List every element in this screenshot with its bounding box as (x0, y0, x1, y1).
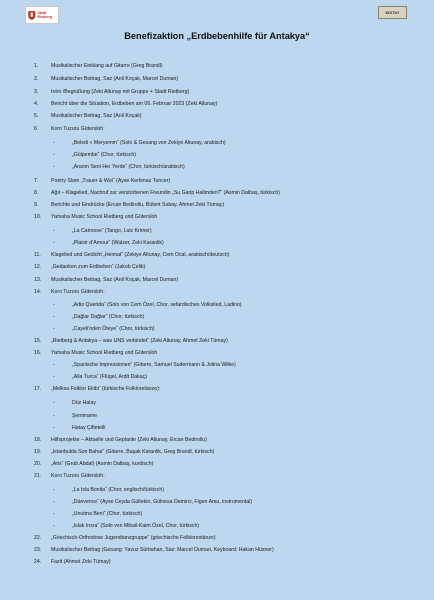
item-number: 2. (34, 76, 39, 82)
item-text: „Griechisch-Orthodoxe Jugendtanzgruppe“ (griechische Folklorestänze) (51, 535, 216, 541)
item-number: - (53, 487, 55, 493)
item-number: 6. (34, 126, 39, 132)
item-text: „Spanische Impressionen“ (Gitarre, Samuel Sudermann & Jolina Wilke) (72, 362, 236, 368)
item-number: - (53, 302, 55, 308)
item-text: Düz Halay (72, 400, 96, 406)
item-number: 7. (34, 178, 39, 184)
item-number: - (53, 314, 55, 320)
item-number: - (53, 152, 55, 158)
item-number: 4. (34, 101, 39, 107)
item-text: Hilfsprojekte – Aktuelle und Geplante (Zeki Altunay, Ercan Bedirollu) (51, 437, 207, 443)
item-number: 22. (34, 535, 42, 541)
item-text: „Islak Insra“ (Solo von Mikail-Kaim Özel, Chor, türkisch) (72, 523, 200, 529)
item-text: „Dağlar Dağlar“ (Chor, türkisch) (72, 314, 145, 320)
item-text: „Düevence“ (Ayse Ceyda Gültekin, Gülnesa Demirci, Figen Arsu, instrumental) (72, 499, 253, 505)
item-number: - (53, 413, 55, 419)
item-text: Klagelied und Gedicht „Heimat“ (Zekiye Altunay, Cem Ocal, arabisch/deutsch) (51, 252, 230, 258)
page-title: Benefizaktion „Erdbebenhilfe für Antakya“ (124, 31, 310, 41)
item-number: - (53, 362, 55, 368)
item-text: Musikalischer Einklang auf Gitarre (Greg Brandl) (51, 63, 163, 69)
item-number: - (53, 523, 55, 529)
item-text: „Aris“ (Grub Abdal) (Asmin Dalbaş, kurdisch) (51, 461, 154, 467)
item-number: 11. (34, 252, 41, 258)
item-number: - (53, 228, 55, 234)
item-number: 21. (34, 473, 42, 479)
item-text: Musikalischer Beitrag (Gesang: Yavuz Sürbahan, Saz: Marcel Duman, Keyboard: Hakan Hüsner) (51, 547, 274, 553)
item-number: - (53, 400, 55, 406)
item-number: 23. (34, 547, 42, 553)
item-number: 16. (34, 350, 42, 356)
item-number: - (53, 240, 55, 246)
item-number: 20. (34, 461, 42, 467)
logo-text: Stadt Rietberg (37, 11, 53, 19)
item-text: „Rietberg & Antakya – was UNS verbindet“ (Zeki Altunay, Ahmet Zeki Tümay) (51, 338, 228, 344)
item-text: „Cayeli’nden Öteye“ (Chor, türkisch) (72, 326, 155, 332)
item-number: 14. (34, 289, 42, 295)
item-text: Bericht über die Situation, Erdbeben am 06. Februar 2023 (Zeki Altunay) (51, 101, 218, 107)
item-text: Hatay Çiftetelli (72, 425, 106, 431)
item-number: - (53, 425, 55, 431)
item-number: - (53, 499, 55, 505)
item-text: Musikalischer Beitrag, Saz (Anil Koçak, Marcel Duman) (51, 277, 179, 283)
item-number: 19. (34, 449, 42, 455)
item-text: „Istanbulda Son Bahar“ (Gitarre, Başak Karanlik, Greg Brandl, türkisch) (51, 449, 215, 455)
item-number: 13. (34, 277, 42, 283)
item-number: 3. (34, 89, 39, 95)
item-text: Musikalischer Beitrag, Saz (Anil Koçak) (51, 113, 142, 119)
item-text: Fazit (Ahmet Zeki Tümay) (51, 559, 111, 565)
item-number: 18. (34, 437, 42, 443)
item-number: 15. (34, 338, 42, 344)
item-text: „Gülpembe“ (Chor, türkisch) (72, 152, 136, 158)
editay-logo: EDITAY (378, 6, 407, 19)
item-text: Yamaha Music School Rietberg und Gütersloh (51, 350, 158, 356)
stadt-logo (25, 6, 59, 24)
item-text: Berichte und Eindrücke (Ercan Bedirollu, Bülent Subay, Ahmet Zeki Tümay) (51, 202, 225, 208)
item-text: „Adio Querida“ (Solo von Cem Özel, Chor, sefardisches Volkslied, Ladino) (72, 302, 242, 308)
item-text: „La Carinose“ (Tango, Luiz Krimer) (72, 228, 152, 234)
item-text: Poetry Slam „Trauer & Wut“ (Ayse Kerkmaz Tuncer) (51, 178, 171, 184)
item-number: 12. (34, 264, 42, 270)
item-number: 5. (34, 113, 39, 119)
item-text: Şemmame (72, 413, 98, 419)
item-text: Koro Tuzuru Gütersloh: (51, 289, 105, 295)
item-text: Intro /Begrüßung (Zeki Altunay mit Gruppe + Stadt Rietberg) (51, 89, 190, 95)
item-text: „Gedanken zum Erdbeben“ (Jakob Çelik) (51, 264, 146, 270)
item-text: „Beledi « Meryemm“ (Solo & Gesang von Zekiye Altunay, arabisch) (72, 140, 226, 146)
item-number: 17. (34, 386, 42, 392)
item-text: „Plaisir d’Amour“ (Walzer, Zeki Karanlik) (72, 240, 164, 246)
item-number: - (53, 326, 55, 332)
item-number: 8. (34, 190, 39, 196)
item-text: „Alla Turca“ (Flügel, Ardit Dakaç) (72, 374, 147, 380)
item-text: „La Isla Bonita“ (Chor, englisch/türkisch) (72, 487, 164, 493)
item-number: - (53, 164, 55, 170)
item-text: Koro Tuzuru Gütersloh: (51, 473, 105, 479)
item-number: 24. (34, 559, 42, 565)
item-text: Koro Tuzuru Gütersloh: (51, 126, 105, 132)
item-text: „Unutma Beni“ (Chor, türkisch) (72, 511, 143, 517)
item-text: Ağıt – Klagelied, Nachruf zur verstorbenen Freundin „Su Garip Halimden?“ (Asmin Dalbaş, türkisch) (51, 190, 280, 196)
item-number: 9. (34, 202, 39, 208)
item-text: Musikalischer Beitrag, Saz (Anil Koçak, Marcel Duman) (51, 76, 179, 82)
item-number: 10. (34, 214, 42, 220)
item-number: - (53, 374, 55, 380)
item-number: 1. (34, 63, 39, 69)
item-text: Yamaha Music School Rietberg und Gütersloh (51, 214, 158, 220)
item-text: „Aranm Seni Her Yerde“ (Chor, türkisch/arabisch) (72, 164, 185, 170)
item-text: „Melksa Folklor Ekibi“ (türkische Folkloretänze): (51, 386, 161, 392)
item-number: - (53, 511, 55, 517)
item-number: - (53, 140, 55, 146)
coat-of-arms-icon (28, 10, 36, 21)
